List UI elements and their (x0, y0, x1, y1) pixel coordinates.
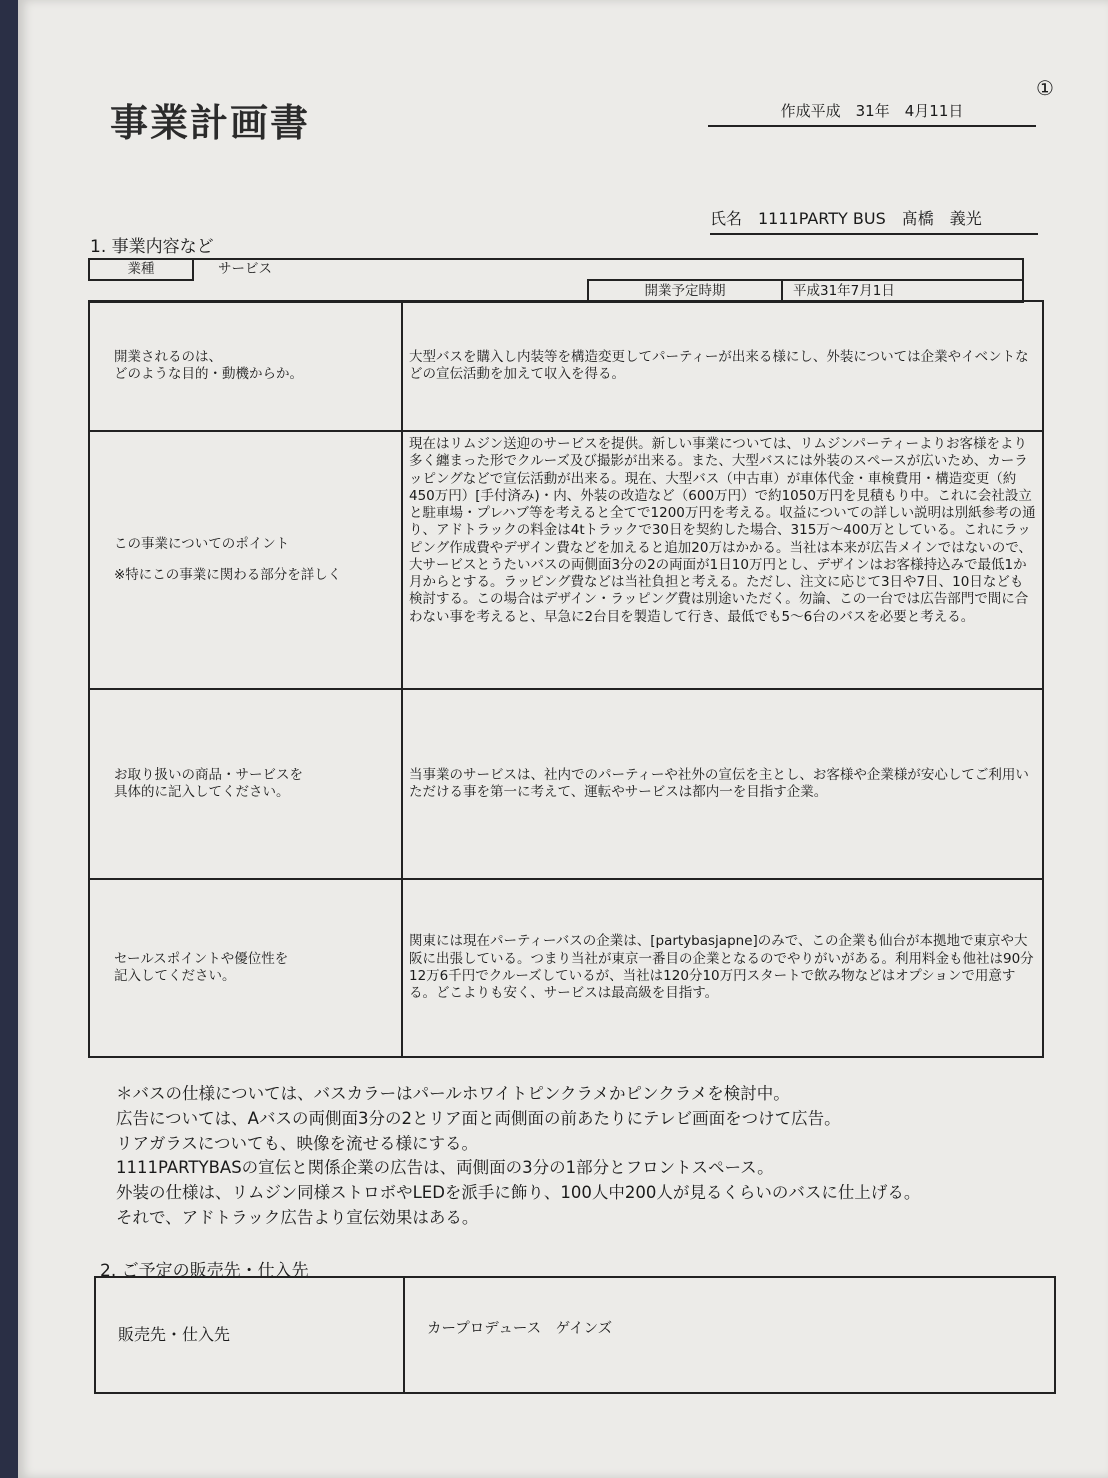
page-number-mark: ① (1036, 76, 1054, 100)
table-row (89, 689, 1043, 879)
label-line: 記入してください。 (114, 968, 236, 984)
label-line: お取り扱いの商品・サービスを (114, 766, 303, 783)
row-text-selling-points: 関東には現在パーティーバスの企業は、[partybasjapne]のみで、この企業も仙台が本拠地で東京や大阪に出張している。つまり当社が東京一番目の企業となるのでやりがいがある。利用料金も他社は90分12万6千円でクルーズしているが、当社は120分10万円スタートで飲み物などはオプションで用意する。どこよりも安く、サービスは最高級を目指す。 (402, 879, 1043, 1057)
label-line: ※特にこの事業に関わる部分を詳しく (114, 567, 342, 583)
note-line: 広告については、Aバスの両側面3分の2とリア面と両側面の前あたりにテレビ画面をつけて広告。 (116, 1108, 841, 1128)
bus-spec-notes (116, 1082, 1076, 1231)
industry-label: 業種 (89, 259, 193, 280)
row-text-products: 当事業のサービスは、社内でのパーティーや社外の宣伝を主とし、お客様や企業様が安心してご利用いただける事を第一に考えて、運転やサービスは都内一を目指す企業。 (402, 689, 1043, 879)
suppliers-value: カープロデュース ゲインズ (404, 1277, 1055, 1393)
table-row (89, 431, 1043, 689)
label-line: セールスポイントや優位性を (114, 950, 289, 967)
start-value: 平成31年7月1日 (782, 280, 1023, 302)
business-details-table (88, 300, 1044, 1058)
suppliers-table (94, 1276, 1056, 1394)
document-page (18, 0, 1108, 1478)
created-date: 作成平成 31年 4月11日 (708, 100, 1036, 127)
table-row (89, 301, 1043, 431)
note-line: それで、アドトラック広告より宣伝効果はある。 (116, 1207, 479, 1227)
start-label: 開業予定時期 (588, 280, 782, 302)
applicant-name: 氏名 1111PARTY BUS 髙橋 義光 (710, 206, 1038, 235)
note-line: 1111PARTYBASの宣伝と関係企業の広告は、両側面の3分の1部分とフロントスペース。 (116, 1158, 774, 1178)
suppliers-label: 販売先・仕入先 (95, 1277, 404, 1393)
note-line: ＊バスの仕様については、バスカラーはパールホワイトピンクラメかピンクラメを検討中。 (116, 1084, 790, 1103)
label-line: 具体的に記入してください。 (114, 784, 290, 800)
note-line: リアガラスについても、映像を流せる様にする。 (116, 1133, 479, 1153)
section2-heading: 2. ご予定の販売先・仕入先 (100, 1261, 309, 1281)
row-label-purpose (89, 301, 402, 431)
label-line: この事業についてのポイント (114, 535, 290, 552)
row-text-points: 現在はリムジン送迎のサービスを提供。新しい事業については、リムジンパーティーよりお客様をより多く纏まった形でクルーズ及び撮影が出来る。また、大型バスには外装のスペースが広いため、カーラッピングなどで宣伝活動が出来る。現在、大型バス（中古車）が車体代金・車検費用・構造変更（約450万円）[手付済み)・内、外装の改造など（600万円）で約1050万円を見積もり中。これに会社設立と駐車場・プレハブ等を考えると全てで1200万円を考える。収益についての詳しい説明は別紙参考の通り、アドトラックの料金は4tトラックで30日を契約した場合、315万～400万としている。これにラッピング作成費やデザイン費などを加えると追加20万はかかる。当社は本来が広告メインではないので、大サービスとうたいバスの両側面3分の2の両面が1日10万円とし、デザインはお客様持込みで最低1か月からとする。ラッピング費などは当社負担と考える。ただし、注文に応じて3日や7日、10日なども検討する。この場合はデザイン・ラッピング費は別途いただく。勿論、この一台では広告部門で間に合わない事を考えると、早急に2台目を製造して行き、最低でも5～6台のバスを必要と考える。 (402, 431, 1043, 689)
table-row (95, 1277, 1055, 1393)
label-line: どのような目的・動機からか。 (114, 366, 303, 382)
document-title: 事業計画書 (110, 100, 311, 145)
row-label-points (89, 431, 402, 689)
section1-heading: 1. 事業内容など (90, 237, 214, 257)
business-info-header-table (88, 258, 1024, 303)
row-label-products (89, 689, 402, 879)
note-line: 外装の仕様は、リムジン同様ストロボやLEDを派手に飾り、100人中200人が見るくらいのバスに仕上げる。 (116, 1183, 921, 1202)
row-text-purpose: 大型バスを購入し内装等を構造変更してパーティーが出来る様にし、外装については企業やイベントなどの宣伝活動を加えて収入を得る。 (402, 301, 1043, 431)
industry-value: サービス (193, 259, 1023, 280)
table-row (89, 879, 1043, 1057)
row-label-selling-points (89, 879, 402, 1057)
label-line: 開業されるのは、 (114, 348, 222, 365)
